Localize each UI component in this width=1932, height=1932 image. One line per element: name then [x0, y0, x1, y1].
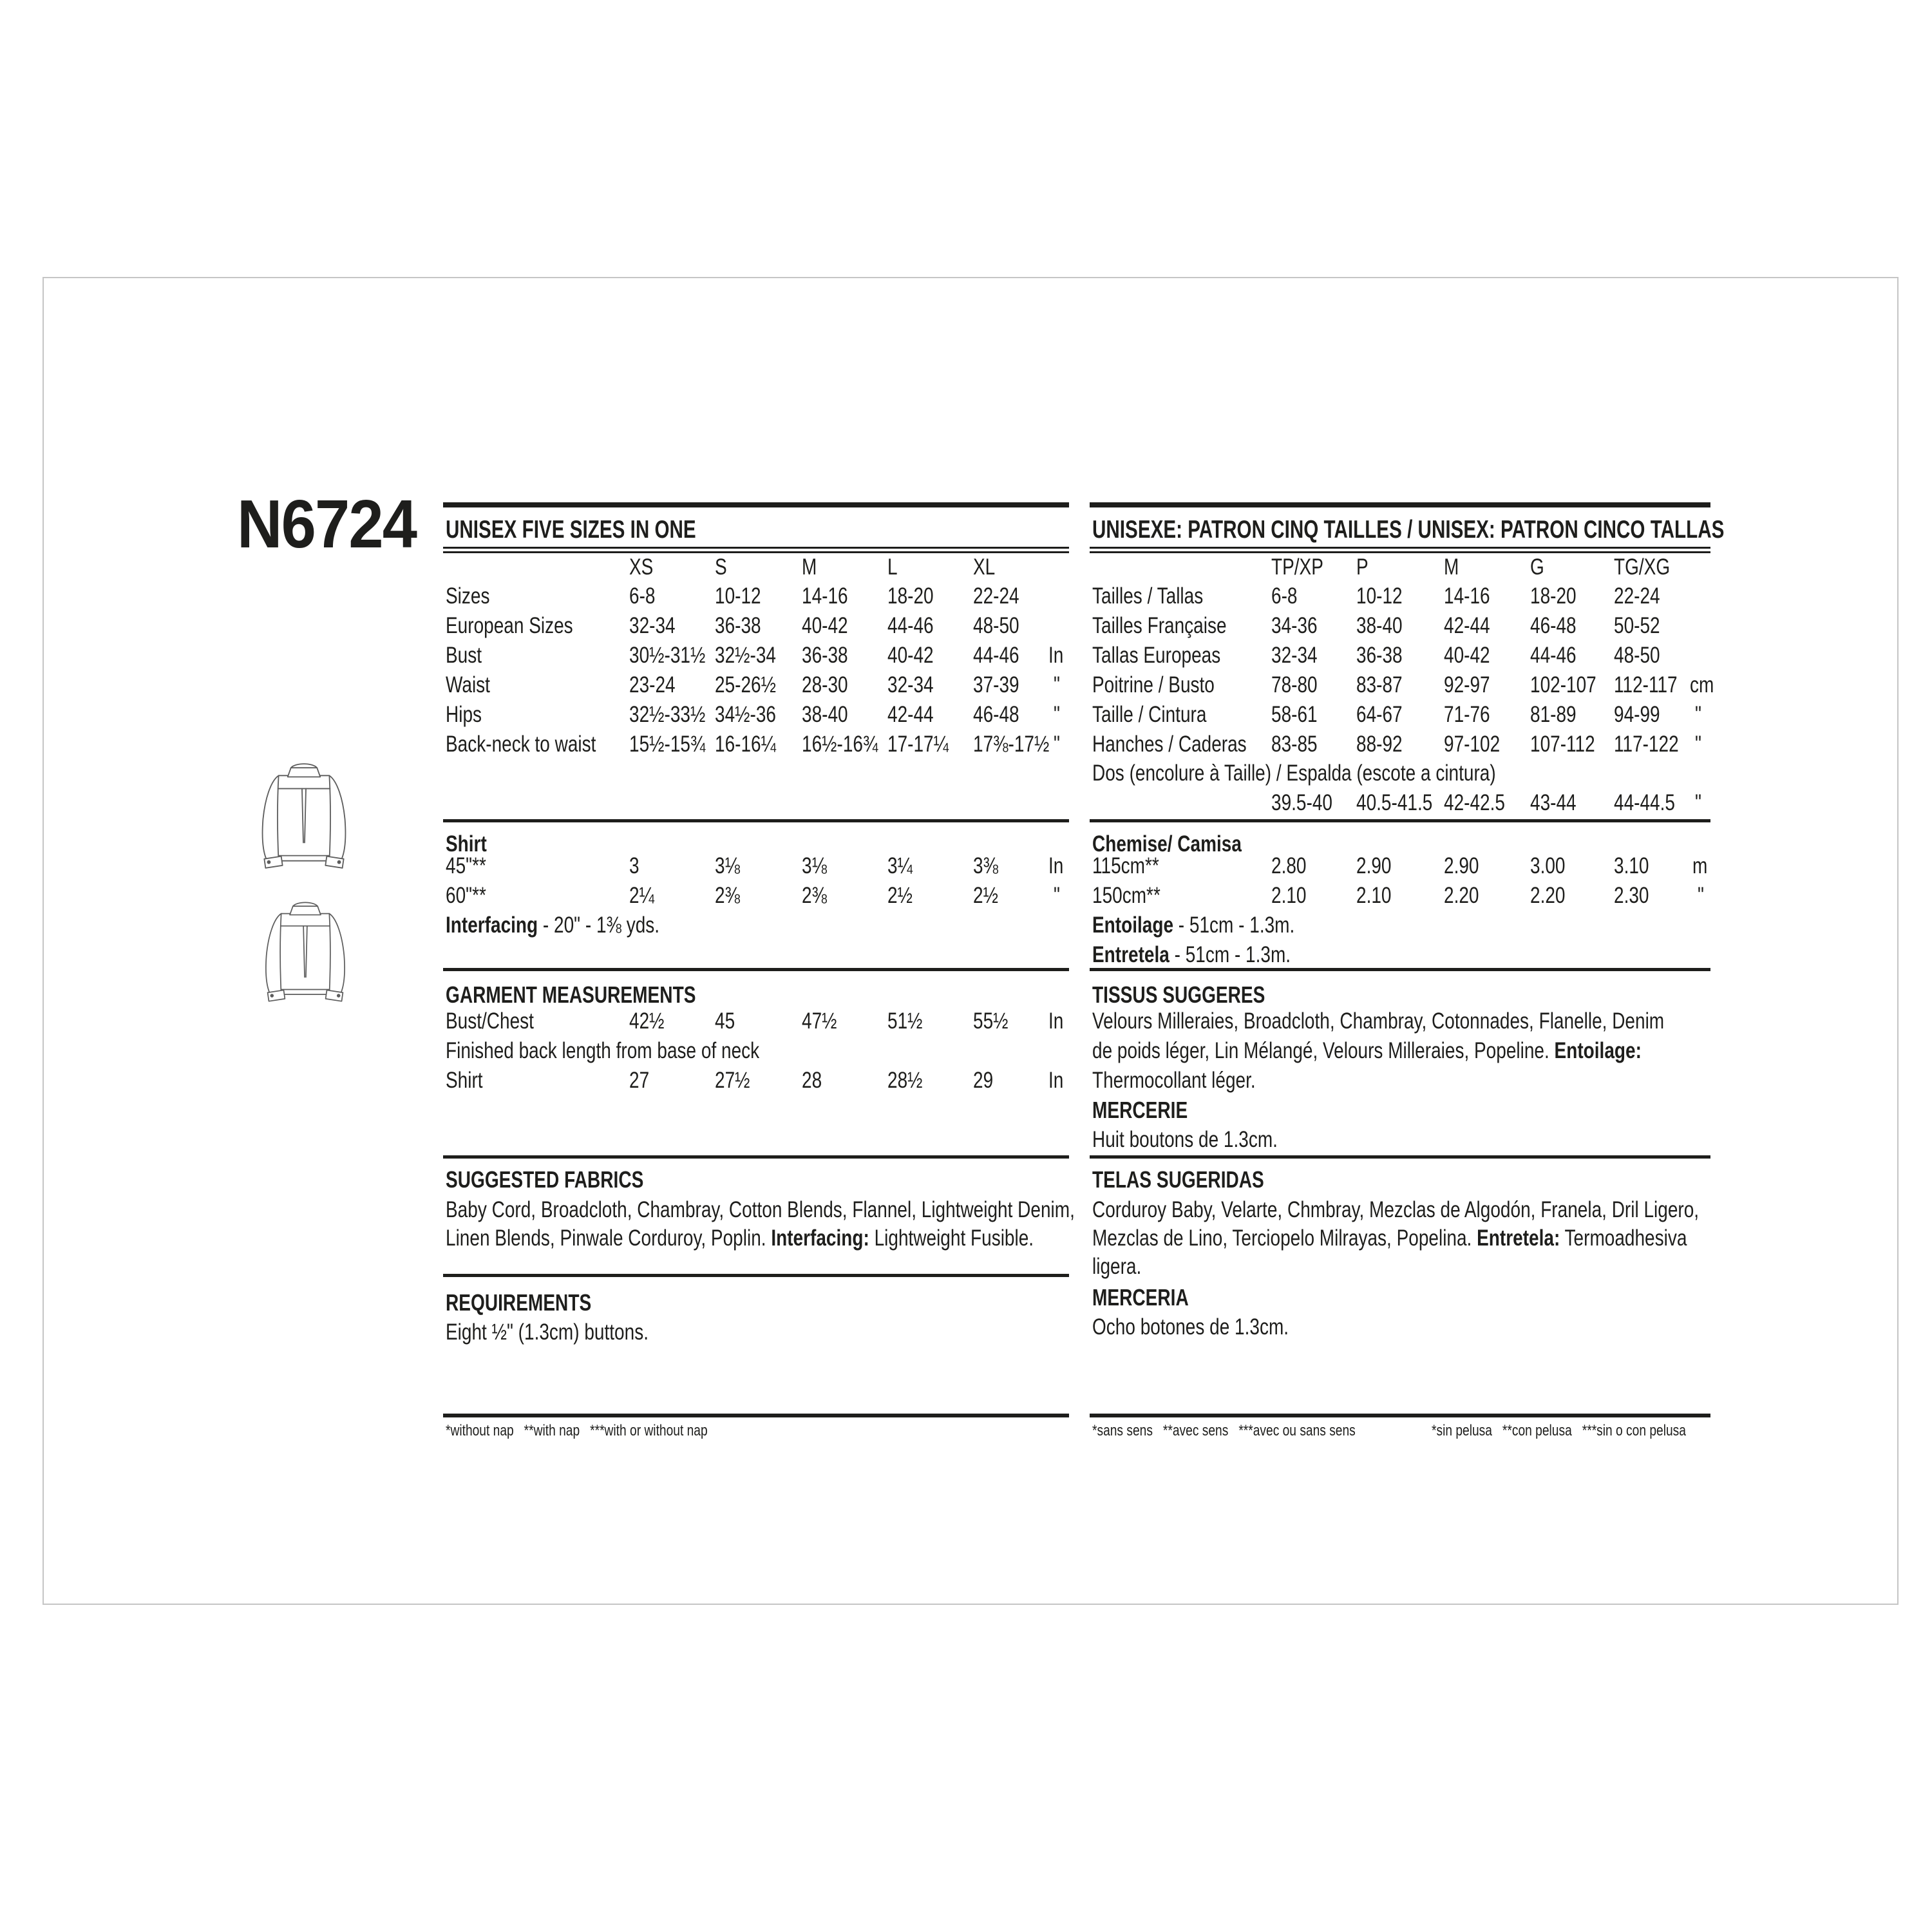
cell: 43-44 — [1530, 790, 1577, 815]
cell: 22-24 — [973, 583, 1019, 609]
pattern-number: N6724 — [237, 486, 417, 562]
merceria-line: Ocho botones de 1.3cm. — [1092, 1314, 1289, 1340]
cell: 48-50 — [1614, 643, 1660, 668]
cell: 6-8 — [1271, 583, 1298, 609]
size-letter: XS — [629, 554, 654, 580]
cell: 46-48 — [1530, 613, 1577, 638]
row-label: 60"** — [446, 883, 486, 908]
row-label: European Sizes — [446, 613, 573, 638]
cell: 29 — [973, 1068, 994, 1093]
cell: 2.90 — [1444, 853, 1479, 878]
cell: 117-122 — [1614, 732, 1679, 757]
entretela-value: - 51cm - 1.3m. — [1169, 942, 1291, 967]
unit-cell: " — [1054, 732, 1060, 757]
cell: 40.5-41.5 — [1356, 790, 1433, 815]
fabrics-line-2 — [446, 1224, 1034, 1253]
suggested-fabrics-title: SUGGESTED FABRICS — [446, 1166, 644, 1193]
cell: 2⅜ — [715, 883, 740, 908]
garment-note: Finished back length from base of neck — [446, 1038, 760, 1063]
left-shirt-rule — [443, 819, 1069, 822]
cell: 83-85 — [1271, 732, 1318, 757]
right-telas-rule — [1090, 1155, 1710, 1159]
entoilage-value: - 51cm - 1.3m. — [1173, 913, 1295, 938]
interfacing-line — [446, 911, 659, 940]
left-fabrics-rule — [443, 1155, 1069, 1159]
cell: 6-8 — [629, 583, 656, 609]
cell: 3⅜ — [973, 853, 998, 878]
cell: 88-92 — [1356, 732, 1403, 757]
telas-line-2 — [1092, 1224, 1687, 1253]
cell: 78-80 — [1271, 672, 1318, 697]
cell: 2⅜ — [802, 883, 827, 908]
cell: 42-44 — [1444, 613, 1490, 638]
requirements-line: Eight ½" (1.3cm) buttons. — [446, 1320, 649, 1345]
left-requirements-rule — [443, 1274, 1069, 1277]
row-label: Back-neck to waist — [446, 732, 596, 757]
row-label: 150cm** — [1092, 883, 1160, 908]
cell: 32½-33½ — [629, 702, 706, 727]
right-footnote-french: *sans sens **avec sens ***avec ou sans sens — [1092, 1422, 1356, 1439]
mercerie-title: MERCERIE — [1092, 1097, 1188, 1123]
cell: 27½ — [715, 1068, 750, 1093]
tissus-entoilage-label: Entoilage: — [1554, 1038, 1642, 1063]
cell: 30½-31½ — [629, 643, 706, 668]
cell: 97-102 — [1444, 732, 1501, 757]
left-top-rule — [443, 502, 1069, 507]
cell: 14-16 — [1444, 583, 1490, 609]
cell: 32½-34 — [715, 643, 776, 668]
cell: 3.00 — [1530, 853, 1566, 878]
unit-cell: In — [1048, 643, 1064, 668]
cell: 38-40 — [1356, 613, 1403, 638]
cell: 39.5-40 — [1271, 790, 1332, 815]
entoilage-label: Entoilage — [1092, 913, 1174, 938]
cell: 25-26½ — [715, 672, 776, 697]
unit-cell: m — [1692, 853, 1708, 878]
row-label: 45"** — [446, 853, 486, 878]
right-chemise-rule — [1090, 819, 1710, 822]
fabrics-line-2-pre: Linen Blends, Pinwale Corduroy, Poplin. — [446, 1226, 772, 1251]
size-letter: L — [887, 554, 898, 580]
row-label: Taille / Cintura — [1092, 702, 1207, 727]
cell: 32-34 — [1271, 643, 1318, 668]
cell: 2.20 — [1530, 883, 1566, 908]
cell: 2.90 — [1356, 853, 1392, 878]
unit-cell: cm — [1690, 672, 1714, 697]
entretela-line — [1092, 940, 1291, 970]
telas-line-2-pre: Mezclas de Lino, Terciopelo Milrayas, Popelina. — [1092, 1226, 1477, 1251]
cell: 92-97 — [1444, 672, 1490, 697]
cell: 10-12 — [1356, 583, 1403, 609]
cell: 16½-16¾ — [802, 732, 878, 757]
cell: 55½ — [973, 1009, 1009, 1034]
mercerie-line: Huit boutons de 1.3cm. — [1092, 1127, 1278, 1152]
cell: 28-30 — [802, 672, 848, 697]
row-label: Tailles Française — [1092, 613, 1227, 638]
unit-cell: " — [1695, 732, 1701, 757]
size-letter: M — [802, 554, 817, 580]
cell: 46-48 — [973, 702, 1019, 727]
fabrics-interfacing-label: Interfacing: — [771, 1226, 869, 1251]
shirt-back-illustration-2 — [259, 894, 352, 1011]
unit-cell: " — [1695, 790, 1701, 815]
cell: 34-36 — [1271, 613, 1318, 638]
cell: 38-40 — [802, 702, 848, 727]
cell: 14-16 — [802, 583, 848, 609]
cell: 36-38 — [802, 643, 848, 668]
cell: 2.20 — [1444, 883, 1479, 908]
cell: 3⅛ — [715, 853, 740, 878]
size-letter: S — [715, 554, 727, 580]
cell: 45 — [715, 1009, 735, 1034]
cell: 40-42 — [887, 643, 934, 668]
cell: 22-24 — [1614, 583, 1660, 609]
row-label: Bust — [446, 643, 482, 668]
cell: 44-44.5 — [1614, 790, 1675, 815]
unit-cell: In — [1048, 1068, 1064, 1093]
telas-line-2-post: Termoadhesiva — [1560, 1226, 1687, 1251]
left-footnote-rule — [443, 1414, 1069, 1417]
right-top-rule — [1090, 502, 1710, 507]
interfacing-label: Interfacing — [446, 913, 538, 938]
telas-line-1: Corduroy Baby, Velarte, Chmbray, Mezclas de Algodón, Franela, Dril Ligero, — [1092, 1197, 1700, 1222]
cell: 2½ — [887, 883, 913, 908]
cell: 51½ — [887, 1009, 923, 1034]
cell: 48-50 — [973, 613, 1019, 638]
row-label: Poitrine / Busto — [1092, 672, 1215, 697]
tissus-line-2-pre: de poids léger, Lin Mélangé, Velours Milleraies, Popeline. — [1092, 1038, 1555, 1063]
unit-cell: " — [1054, 672, 1060, 697]
unit-cell: " — [1054, 702, 1060, 727]
tissus-line-1: Velours Milleraies, Broadcloth, Chambray, Cotonnades, Flanelle, Denim — [1092, 1009, 1665, 1034]
cell: 36-38 — [1356, 643, 1403, 668]
cell: 44-46 — [973, 643, 1019, 668]
cell: 28½ — [887, 1068, 923, 1093]
cell: 102-107 — [1530, 672, 1596, 697]
cell: 2.30 — [1614, 883, 1649, 908]
cell: 81-89 — [1530, 702, 1577, 727]
unit-cell: In — [1048, 1009, 1064, 1034]
telas-line-3: ligera. — [1092, 1254, 1142, 1279]
cell: 42-44 — [887, 702, 934, 727]
cell: 42½ — [629, 1009, 665, 1034]
cell: 58-61 — [1271, 702, 1318, 727]
cell: 40-42 — [1444, 643, 1490, 668]
row-label: Tallas Europeas — [1092, 643, 1221, 668]
tissus-line-2 — [1092, 1036, 1642, 1066]
row-label: Shirt — [446, 1068, 483, 1093]
cell: 34½-36 — [715, 702, 776, 727]
cell: 50-52 — [1614, 613, 1660, 638]
row-label: 115cm** — [1092, 853, 1159, 878]
cell: 83-87 — [1356, 672, 1403, 697]
entoilage-line — [1092, 911, 1294, 940]
cell: 37-39 — [973, 672, 1019, 697]
cell: 27 — [629, 1068, 650, 1093]
chemise-section-title: Chemise/ Camisa — [1092, 831, 1242, 857]
unit-cell: " — [1695, 702, 1701, 727]
cell: 28 — [802, 1068, 822, 1093]
tissus-line-3: Thermocollant léger. — [1092, 1068, 1256, 1093]
cell: 40-42 — [802, 613, 848, 638]
cell: 18-20 — [1530, 583, 1577, 609]
left-footnote: *without nap **with nap ***with or without nap — [446, 1422, 708, 1439]
cell: 3⅛ — [802, 853, 827, 878]
left-column-header: UNISEX FIVE SIZES IN ONE — [446, 516, 696, 544]
cell: 36-38 — [715, 613, 761, 638]
cell: 18-20 — [887, 583, 934, 609]
cell: 71-76 — [1444, 702, 1490, 727]
row-label: Tailles / Tallas — [1092, 583, 1204, 609]
left-garment-rule — [443, 968, 1069, 971]
cell: 32-34 — [629, 613, 676, 638]
size-letter: M — [1444, 554, 1459, 580]
size-letter: TP/XP — [1271, 554, 1323, 580]
interfacing-value: - 20" - 1⅜ yds. — [538, 913, 660, 938]
merceria-title: MERCERIA — [1092, 1284, 1189, 1311]
cell: 15½-15¾ — [629, 732, 706, 757]
right-column-header: UNISEXE: PATRON CINQ TAILLES / UNISEX: PATRON CINCO TALLAS — [1092, 516, 1725, 544]
row-label: Hips — [446, 702, 482, 727]
right-footnote-spanish: *sin pelusa **con pelusa ***sin o con pelusa — [1432, 1422, 1686, 1439]
unit-cell: In — [1048, 853, 1064, 878]
shirt-section-title: Shirt — [446, 831, 487, 857]
cell: 44-46 — [887, 613, 934, 638]
shirt-back-illustration-1 — [255, 755, 353, 878]
telas-entretela-label: Entretela: — [1477, 1226, 1560, 1251]
cell: 17-17¼ — [887, 732, 949, 757]
fabrics-line-2-post: Lightweight Fusible. — [869, 1226, 1034, 1251]
tissus-title: TISSUS SUGGERES — [1092, 981, 1265, 1008]
size-letter: XL — [973, 554, 996, 580]
unit-cell: " — [1054, 883, 1060, 908]
cell: 16-16¼ — [715, 732, 776, 757]
cell: 2½ — [973, 883, 998, 908]
telas-title: TELAS SUGERIDAS — [1092, 1166, 1264, 1193]
unit-cell: " — [1698, 883, 1704, 908]
cell: 23-24 — [629, 672, 676, 697]
cell: 42-42.5 — [1444, 790, 1505, 815]
size-letter: TG/XG — [1614, 554, 1671, 580]
cell: 17⅜-17½ — [973, 732, 1050, 757]
cell: 107-112 — [1530, 732, 1595, 757]
cell: 112-117 — [1614, 672, 1678, 697]
right-footnote-rule — [1090, 1414, 1710, 1417]
row-label: Sizes — [446, 583, 490, 609]
cell: 47½ — [802, 1009, 837, 1034]
cell: 3¼ — [887, 853, 913, 878]
dos-espalda-label: Dos (encolure à Taille) / Espalda (escote a cintura) — [1092, 761, 1496, 786]
right-tissus-rule — [1090, 968, 1710, 971]
row-label: Bust/Chest — [446, 1009, 534, 1034]
cell: 2¼ — [629, 883, 654, 908]
cell: 3.10 — [1614, 853, 1649, 878]
cell: 3 — [629, 853, 639, 878]
row-label: Hanches / Caderas — [1092, 732, 1247, 757]
requirements-title: REQUIREMENTS — [446, 1289, 592, 1316]
cell: 2.10 — [1356, 883, 1392, 908]
fabrics-line-1: Baby Cord, Broadcloth, Chambray, Cotton Blends, Flannel, Lightweight Denim, — [446, 1197, 1075, 1222]
cell: 2.10 — [1271, 883, 1307, 908]
row-label: Waist — [446, 672, 490, 697]
cell: 2.80 — [1271, 853, 1307, 878]
entretela-label: Entretela — [1092, 942, 1170, 967]
size-letter: G — [1530, 554, 1544, 580]
size-letter: P — [1356, 554, 1368, 580]
garment-measurements-title: GARMENT MEASUREMENTS — [446, 981, 696, 1008]
cell: 94-99 — [1614, 702, 1660, 727]
cell: 44-46 — [1530, 643, 1577, 668]
cell: 64-67 — [1356, 702, 1403, 727]
cell: 10-12 — [715, 583, 761, 609]
cell: 32-34 — [887, 672, 934, 697]
